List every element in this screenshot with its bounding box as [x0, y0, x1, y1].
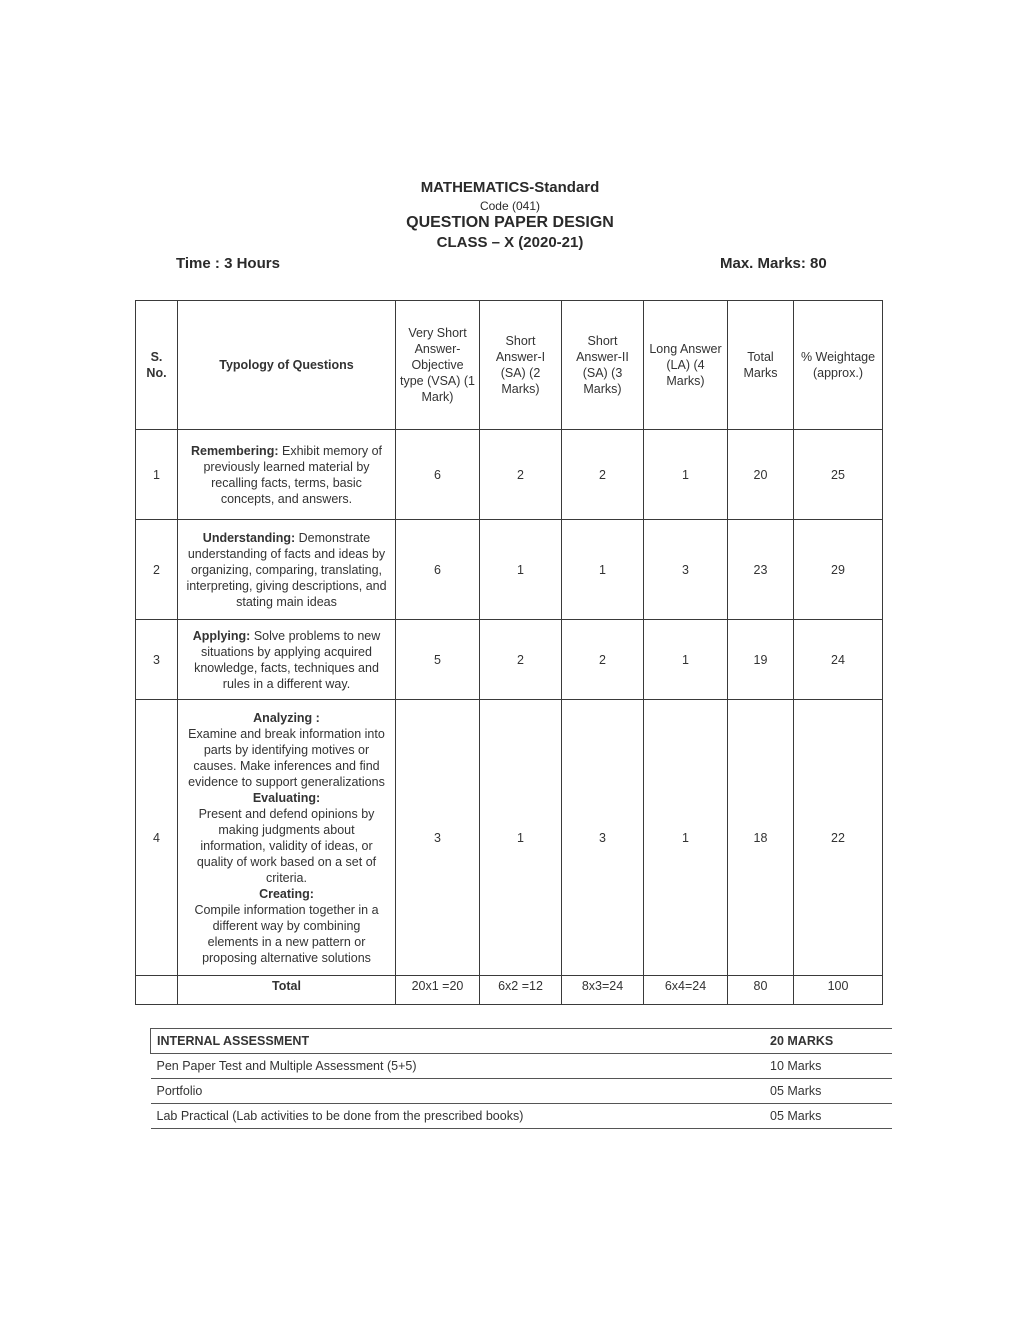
list-item: [151, 1104, 893, 1129]
assessment-marks: 10 Marks: [764, 1054, 892, 1079]
total-vsa: 20x1 =20: [396, 976, 480, 1005]
cell-total: 18: [728, 700, 794, 976]
typology-description-creating: Compile information together in a different way by combining elements in a new pattern or proposing alternative solutions: [194, 902, 379, 965]
subject-code: Code (041): [479, 199, 541, 213]
internal-assessment-title: INTERNAL ASSESSMENT: [151, 1029, 765, 1054]
cell-la: 1: [644, 430, 728, 520]
internal-assessment-marks: 20 MARKS: [764, 1029, 892, 1054]
cell-sno: [136, 976, 178, 1005]
col-weightage: % Weightage (approx.): [794, 301, 883, 430]
total-label: Total: [178, 976, 396, 1005]
cell-total: 19: [728, 620, 794, 700]
table-row: [136, 620, 883, 700]
assessment-marks: 05 Marks: [764, 1104, 892, 1129]
col-total-marks: Total Marks: [728, 301, 794, 430]
col-typology: Typology of Questions: [178, 301, 396, 430]
cell-sno: 3: [136, 620, 178, 700]
typology-description: Exhibit memory of previously learned material by recalling facts, terms, basic concepts, and answers.: [203, 443, 383, 506]
cell-sa1: 2: [480, 430, 562, 520]
cell-sa1: 1: [480, 700, 562, 976]
cell-sa2: 2: [562, 430, 644, 520]
total-sa2: 8x3=24: [562, 976, 644, 1005]
question-paper-design-table: [135, 300, 883, 1005]
total-weightage: 100: [794, 976, 883, 1005]
max-marks-label: Max. Marks: 80: [720, 255, 827, 272]
typology-description: Solve problems to new situations by applying acquired knowledge, facts, techniques and rules in a different way.: [194, 628, 381, 691]
typology-heading: Applying:: [192, 628, 251, 643]
typology-heading-analyzing: Analyzing :: [253, 710, 320, 725]
cell-total: 23: [728, 520, 794, 620]
time-label: Time : 3 Hours: [176, 255, 280, 272]
table-row: [136, 430, 883, 520]
cell-sa2: 1: [562, 520, 644, 620]
cell-sa2: 2: [562, 620, 644, 700]
list-item: [151, 1079, 893, 1104]
table-row: [136, 700, 883, 976]
cell-vsa: 6: [396, 430, 480, 520]
assessment-label: Lab Practical (Lab activities to be done from the prescribed books): [151, 1104, 765, 1129]
cell-sno: 4: [136, 700, 178, 976]
cell-weightage: 24: [794, 620, 883, 700]
total-sa1: 6x2 =12: [480, 976, 562, 1005]
cell-typology: [178, 520, 396, 620]
col-sno: S. No.: [136, 301, 178, 430]
typology-description-analyzing: Examine and break information into parts by identifying motives or causes. Make inferences and find evidence to support generalizations: [188, 726, 385, 789]
cell-sno: 1: [136, 430, 178, 520]
table-header-row: [136, 301, 883, 430]
col-sa2: Short Answer-II (SA) (3 Marks): [562, 301, 644, 430]
paper-design-title: QUESTION PAPER DESIGN: [406, 214, 614, 231]
assessment-marks: 05 Marks: [764, 1079, 892, 1104]
total-row: [136, 976, 883, 1005]
cell-weightage: 29: [794, 520, 883, 620]
col-la: Long Answer (LA) (4 Marks): [644, 301, 728, 430]
cell-la: 1: [644, 620, 728, 700]
col-vsa: Very Short Answer-Objective type (VSA) (1 Mark): [396, 301, 480, 430]
cell-sno: 2: [136, 520, 178, 620]
cell-typology: [178, 700, 396, 976]
total-la: 6x4=24: [644, 976, 728, 1005]
cell-typology: [178, 430, 396, 520]
typology-heading: Remembering:: [190, 443, 279, 458]
assessment-label: Pen Paper Test and Multiple Assessment (5+5): [151, 1054, 765, 1079]
cell-vsa: 6: [396, 520, 480, 620]
cell-la: 1: [644, 700, 728, 976]
typology-description: Demonstrate understanding of facts and ideas by organizing, comparing, translating, interpreting, giving descriptions, and stating main ideas: [186, 530, 387, 609]
list-item: [151, 1054, 893, 1079]
typology-description-evaluating: Present and defend opinions by making judgments about information, validity of ideas, or quality of work based on a set of criteria.: [196, 806, 377, 885]
cell-weightage: 25: [794, 430, 883, 520]
assessment-label: Portfolio: [151, 1079, 765, 1104]
cell-vsa: 5: [396, 620, 480, 700]
cell-sa2: 3: [562, 700, 644, 976]
typology-heading-creating: Creating:: [259, 886, 314, 901]
table-row: [136, 520, 883, 620]
internal-assessment-table: [150, 1028, 892, 1129]
cell-vsa: 3: [396, 700, 480, 976]
subject-title: MATHEMATICS-Standard: [420, 179, 600, 196]
internal-assessment-header: [151, 1029, 893, 1054]
class-title: CLASS – X (2020-21): [436, 234, 584, 251]
typology-heading: Understanding:: [202, 530, 296, 545]
cell-typology: [178, 620, 396, 700]
cell-sa1: 2: [480, 620, 562, 700]
cell-total: 20: [728, 430, 794, 520]
typology-heading-evaluating: Evaluating:: [252, 790, 321, 805]
col-sa1: Short Answer-I (SA) (2 Marks): [480, 301, 562, 430]
total-marks: 80: [728, 976, 794, 1005]
cell-la: 3: [644, 520, 728, 620]
cell-sa1: 1: [480, 520, 562, 620]
cell-weightage: 22: [794, 700, 883, 976]
